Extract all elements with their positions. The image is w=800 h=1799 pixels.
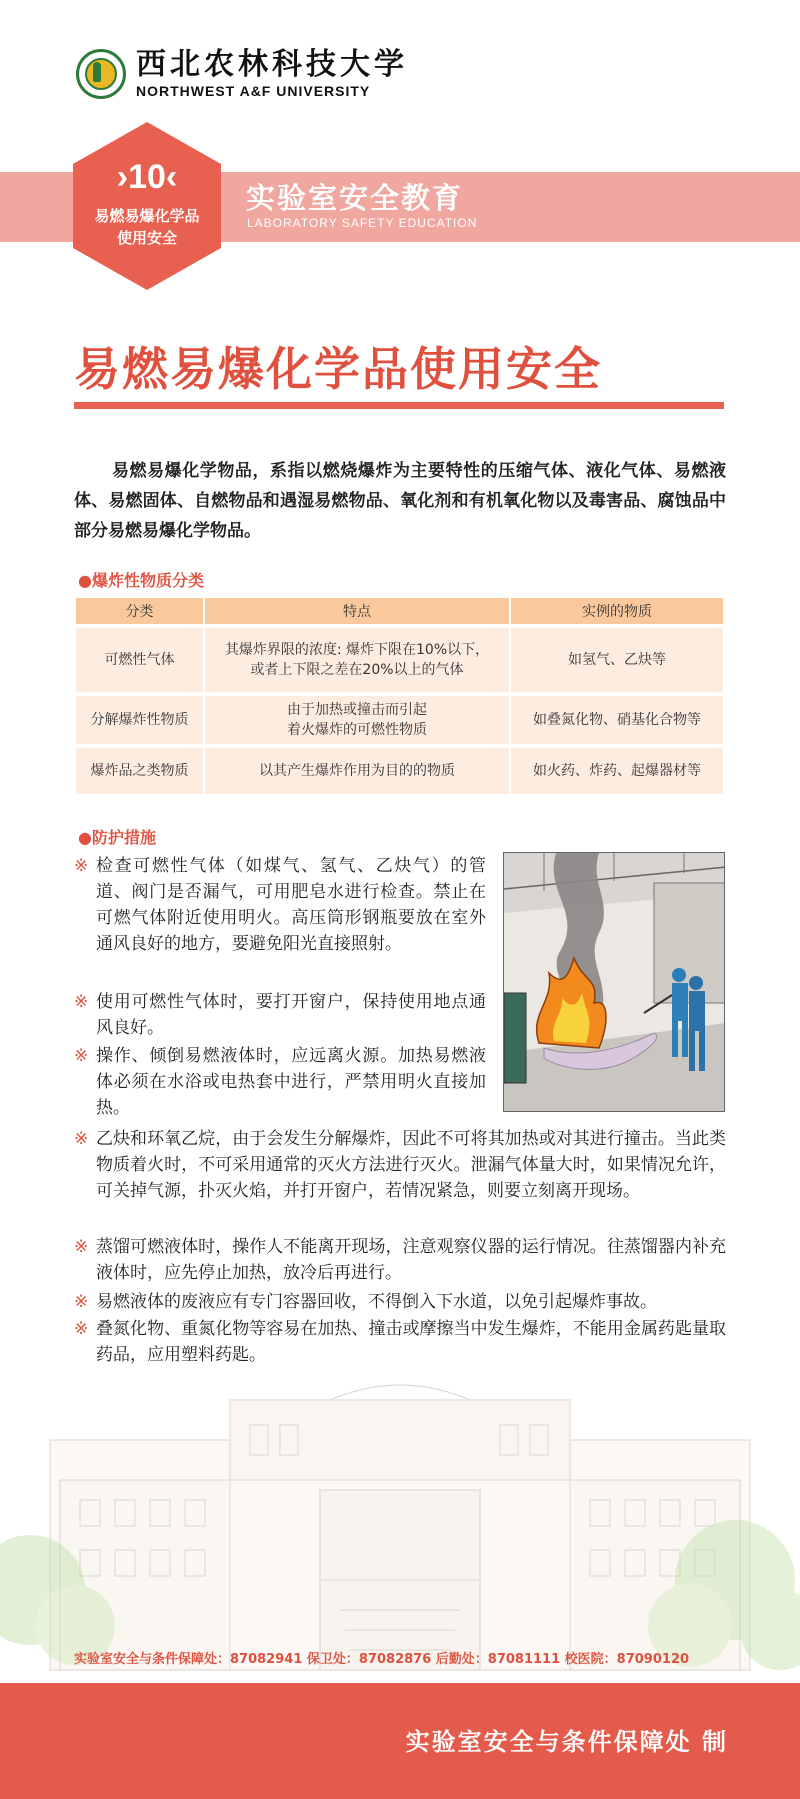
table-row [76, 746, 724, 794]
table-section-heading: ●爆炸性物质分类 [78, 571, 204, 590]
topic-label-line1: 易燃易爆化学品 [94, 207, 200, 225]
column-header-example: 实例的物质 [510, 598, 724, 626]
topic-label [73, 205, 221, 249]
measure-item: ※ 易燃液体的废液应有专门容器回收，不得倒入下水道，以免引起爆炸事故。 [96, 1289, 726, 1315]
cell-category: 可燃性气体 [76, 626, 204, 694]
measures-section-heading: ●防护措施 [78, 828, 156, 847]
reference-mark-icon: ※ [74, 1319, 89, 1339]
measure-item: ※ 叠氮化物、重氮化物等容易在加热、撞击或摩擦当中发生爆炸，不能用金属药匙量取药品，应用塑料药匙。 [96, 1316, 726, 1368]
column-header-category: 分类 [76, 598, 204, 626]
table-header-row [76, 598, 724, 626]
topic-number [73, 158, 221, 196]
column-header-feature: 特点 [204, 598, 510, 626]
topic-label-line2: 使用安全 [116, 229, 177, 247]
cell-feature: 以其产生爆炸作用为目的的物质 [204, 746, 510, 794]
measure-item: ※ 乙炔和环氧乙烷，由于会发生分解爆炸，因此不可将其加热或对其进行撞击。当此类物质着火时，不可采用通常的灭火方法进行灭火。泄漏气体量大时，如果情况允许，可关掉气源，扑灭火焰，并打开窗户，若情况紧急，则要立刻离开现场。 [96, 1126, 726, 1204]
banner-title: 实验室安全教育 [246, 181, 464, 215]
page-title: 易燃易爆化学品使用安全 [74, 342, 602, 396]
reference-mark-icon: ※ [74, 856, 89, 876]
footer-credit: 实验室安全与条件保障处 制 [405, 1728, 728, 1756]
reference-mark-icon: ※ [74, 1046, 89, 1066]
cell-example: 如氢气、乙炔等 [510, 626, 724, 694]
measure-item: ※ 蒸馏可燃液体时，操作人不能离开现场，注意观察仪器的运行情况。往蒸馏器内补充液体时，应先停止加热，放冷后再进行。 [96, 1234, 726, 1286]
contact-phone-line: 实验室安全与条件保障处：87082941 保卫处：87082876 后勤处：87081111 校医院：87090120 [74, 1652, 690, 1667]
banner-subtitle: LABORATORY SAFETY EDUCATION [247, 216, 478, 230]
cell-feature: 由于加热或撞击而引起 着火爆炸的可燃性物质 [204, 694, 510, 746]
university-name-cn: 西北农林科技大学 [136, 47, 408, 82]
cell-category: 爆炸品之类物质 [76, 746, 204, 794]
explosive-classification-table [76, 598, 725, 794]
measure-item: ※ 使用可燃性气体时，要打开窗户，保持使用地点通风良好。 [96, 989, 486, 1041]
table-row [76, 694, 724, 746]
reference-mark-icon: ※ [74, 1237, 89, 1257]
chevron-left-icon: ‹ [165, 158, 178, 196]
cell-category: 分解爆炸性物质 [76, 694, 204, 746]
reference-mark-icon: ※ [74, 1129, 89, 1149]
topic-number-value: 10 [128, 158, 166, 196]
cell-example: 如火药、炸药、起爆器材等 [510, 746, 724, 794]
university-name-en: NORTHWEST A&F UNIVERSITY [136, 83, 371, 99]
measure-item: ※ 操作、倾倒易燃液体时，应远离火源。加热易燃液体必须在水浴或电热套中进行，严禁用明火直接加热。 [96, 1043, 486, 1121]
intro-paragraph: 易燃易爆化学物品，系指以燃烧爆炸为主要特性的压缩气体、液化气体、易燃液体、易燃固体、自燃物品和遇湿易燃物品、氧化剂和有机氧化物以及毒害品、腐蚀品中部分易燃易爆化学物品。 [74, 461, 726, 541]
campus-background-illustration [0, 1380, 800, 1680]
university-emblem-icon [76, 49, 126, 99]
cell-example: 如叠氮化物、硝基化合物等 [510, 694, 724, 746]
lab-fire-illustration [503, 852, 725, 1112]
cell-feature: 其爆炸界限的浓度: 爆炸下限在10%以下， 或者上下限之差在20%以上的气体 [204, 626, 510, 694]
measure-item: ※ 检查可燃性气体（如煤气、氢气、乙炔气）的管道、阀门是否漏气，可用肥皂水进行检查。禁止在可燃气体附近使用明火。高压筒形钢瓶要放在室外通风良好的地方，要避免阳光直接照射。 [96, 853, 486, 957]
title-underline [74, 402, 724, 409]
table-row [76, 626, 724, 694]
chevron-right-icon: › [116, 158, 129, 196]
university-logo [76, 44, 456, 104]
reference-mark-icon: ※ [74, 1292, 89, 1312]
reference-mark-icon: ※ [74, 992, 89, 1012]
